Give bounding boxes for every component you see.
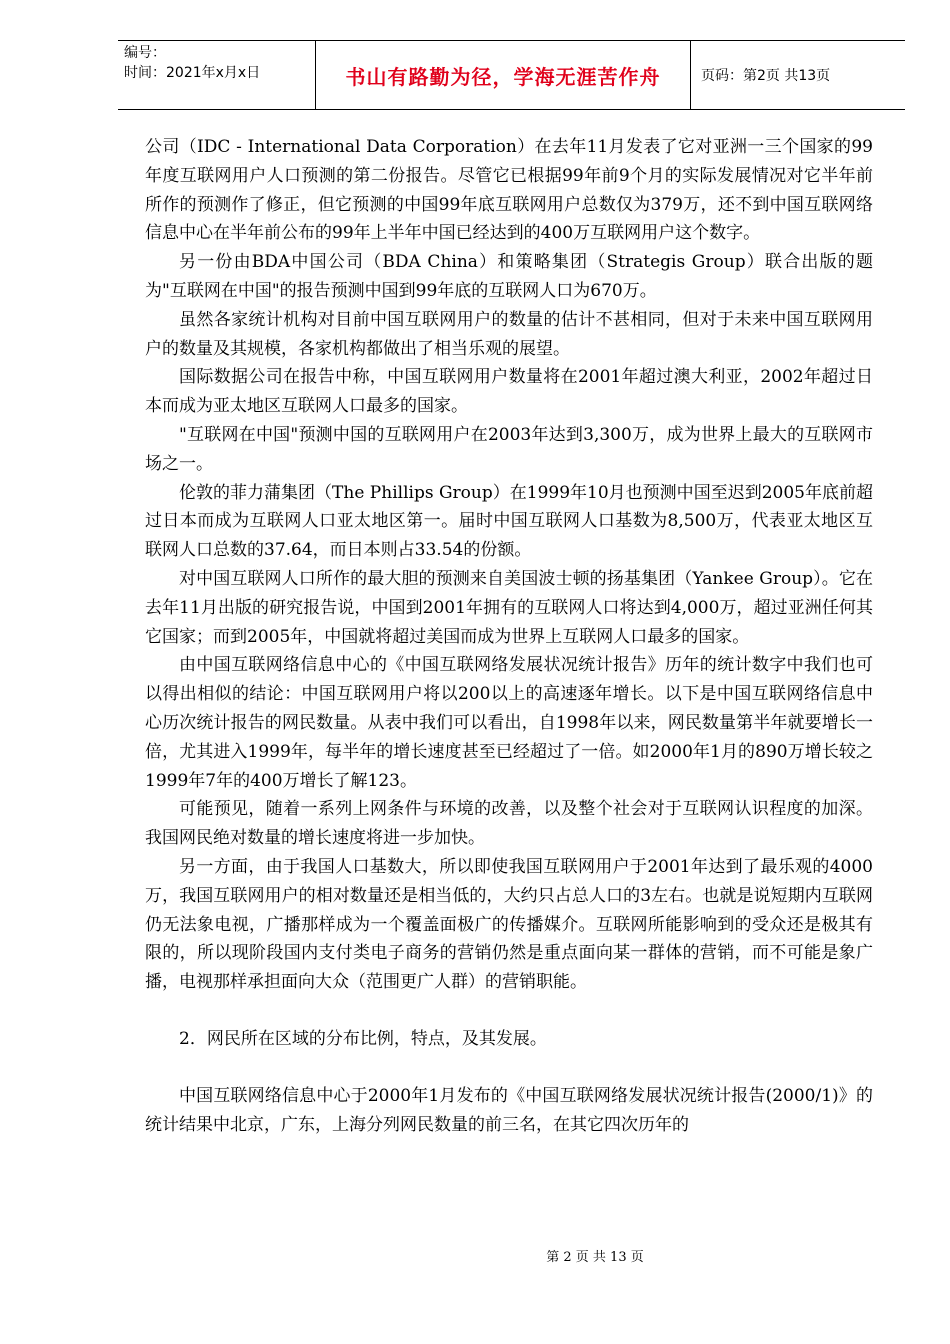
page-header xyxy=(118,40,905,110)
paragraph: 虽然各家统计机构对目前中国互联网用户的数量的估计不甚相同，但对于未来中国互联网用户的数量及其规模，各家机构都做出了相当乐观的展望。 xyxy=(145,309,873,359)
page-footer: 第 2 页 共 13 页 xyxy=(546,1250,644,1265)
paragraph: 对中国互联网人口所作的最大胆的预测来自美国波士顿的扬基集团（Yankee Group）。它在去年11月出版的研究报告说，中国到2001年拥有的互联网人口将达到4,000万，超过亚洲任何其它国家；而到2005年，中国就将超过美国而成为世界上互联网人口最多的国家。 xyxy=(145,568,873,647)
paragraph: 伦敦的菲力蒲集团（The Phillips Group）在1999年10月也预测中国至迟到2005年底前超过日本而成为互联网人口亚太地区第一。届时中国互联网人口基数为8,500万，代表亚太地区互联网人口总数的37.64，而日本则占33.54的份额。 xyxy=(145,482,873,561)
document-body xyxy=(145,133,873,1139)
paragraph: 由中国互联网络信息中心的《中国互联网络发展状况统计报告》历年的统计数字中我们也可以得出相似的结论：中国互联网用户将以200以上的高速逐年增长。以下是中国互联网络信息中心历次统计报告的网民数量。从表中我们可以看出，自1998年以来，网民数量第半年就要增长一倍，尤其进入1999年，每半年的增长速度甚至已经超过了一倍。如2000年1月的890万增长较之1999年7年的400万增长了解123。 xyxy=(145,655,873,791)
doc-time-label: 时间：2021年x月x日 xyxy=(124,65,261,81)
paragraph: 可能预见，随着一系列上网条件与环境的改善，以及整个社会对于互联网认识程度的加深。我国网民绝对数量的增长速度将进一步加快。 xyxy=(145,799,873,849)
header-meta xyxy=(118,41,315,109)
paragraph: "互联网在中国"预测中国的互联网用户在2003年达到3,300万，成为世界上最大的互联网市场之一。 xyxy=(145,424,873,474)
paragraph: 中国互联网络信息中心于2000年1月发布的《中国互联网络发展状况统计报告(2000/1)》的统计结果中北京，广东，上海分列网民数量的前三名，在其它四次历年的 xyxy=(145,1085,873,1135)
paragraph: 公司（IDC - International Data Corporation）在去年11月发表了它对亚洲一三个国家的99年度互联网用户人口预测的第二份报告。尽管它已根据99年前9个月的实际发展情况对它半年前所作的预测作了修正，但它预测的中国99年底互联网用户总数仅为379万，还不到中国互联网络信息中心在半年前公布的99年上半年中国已经达到的400万互联网用户这个数字。 xyxy=(145,137,873,244)
doc-id-label: 编号： xyxy=(124,45,166,61)
header-motto: 书山有路勤为径，学海无涯苦作舟 xyxy=(315,41,691,109)
paragraph: 国际数据公司在报告中称，中国互联网用户数量将在2001年超过澳大利亚，2002年超过日本而成为亚太地区互联网人口最多的国家。 xyxy=(145,367,873,417)
section-heading: 2．网民所在区域的分布比例，特点，及其发展。 xyxy=(179,1028,547,1049)
paragraph: 另一份由BDA中国公司（BDA China）和策略集团（Strategis Group）联合出版的题为"互联网在中国"的报告预测中国到99年底的互联网人口为670万。 xyxy=(145,252,873,301)
header-page-number: 页码：第2页 共13页 xyxy=(701,68,831,84)
paragraph: 另一方面，由于我国人口基数大，所以即使我国互联网用户于2001年达到了最乐观的4000万，我国互联网用户的相对数量还是相当低的，大约只占总人口的3左右。也就是说短期内互联网仍无法象电视，广播那样成为一个覆盖面极广的传播媒介。互联网所能影响到的受众还是极其有限的，所以现阶段国内支付类电子商务的营销仍然是重点面向某一群体的营销，而不可能是象广播，电视那样承担面向大众（范围更广人群）的营销职能。 xyxy=(145,856,873,993)
